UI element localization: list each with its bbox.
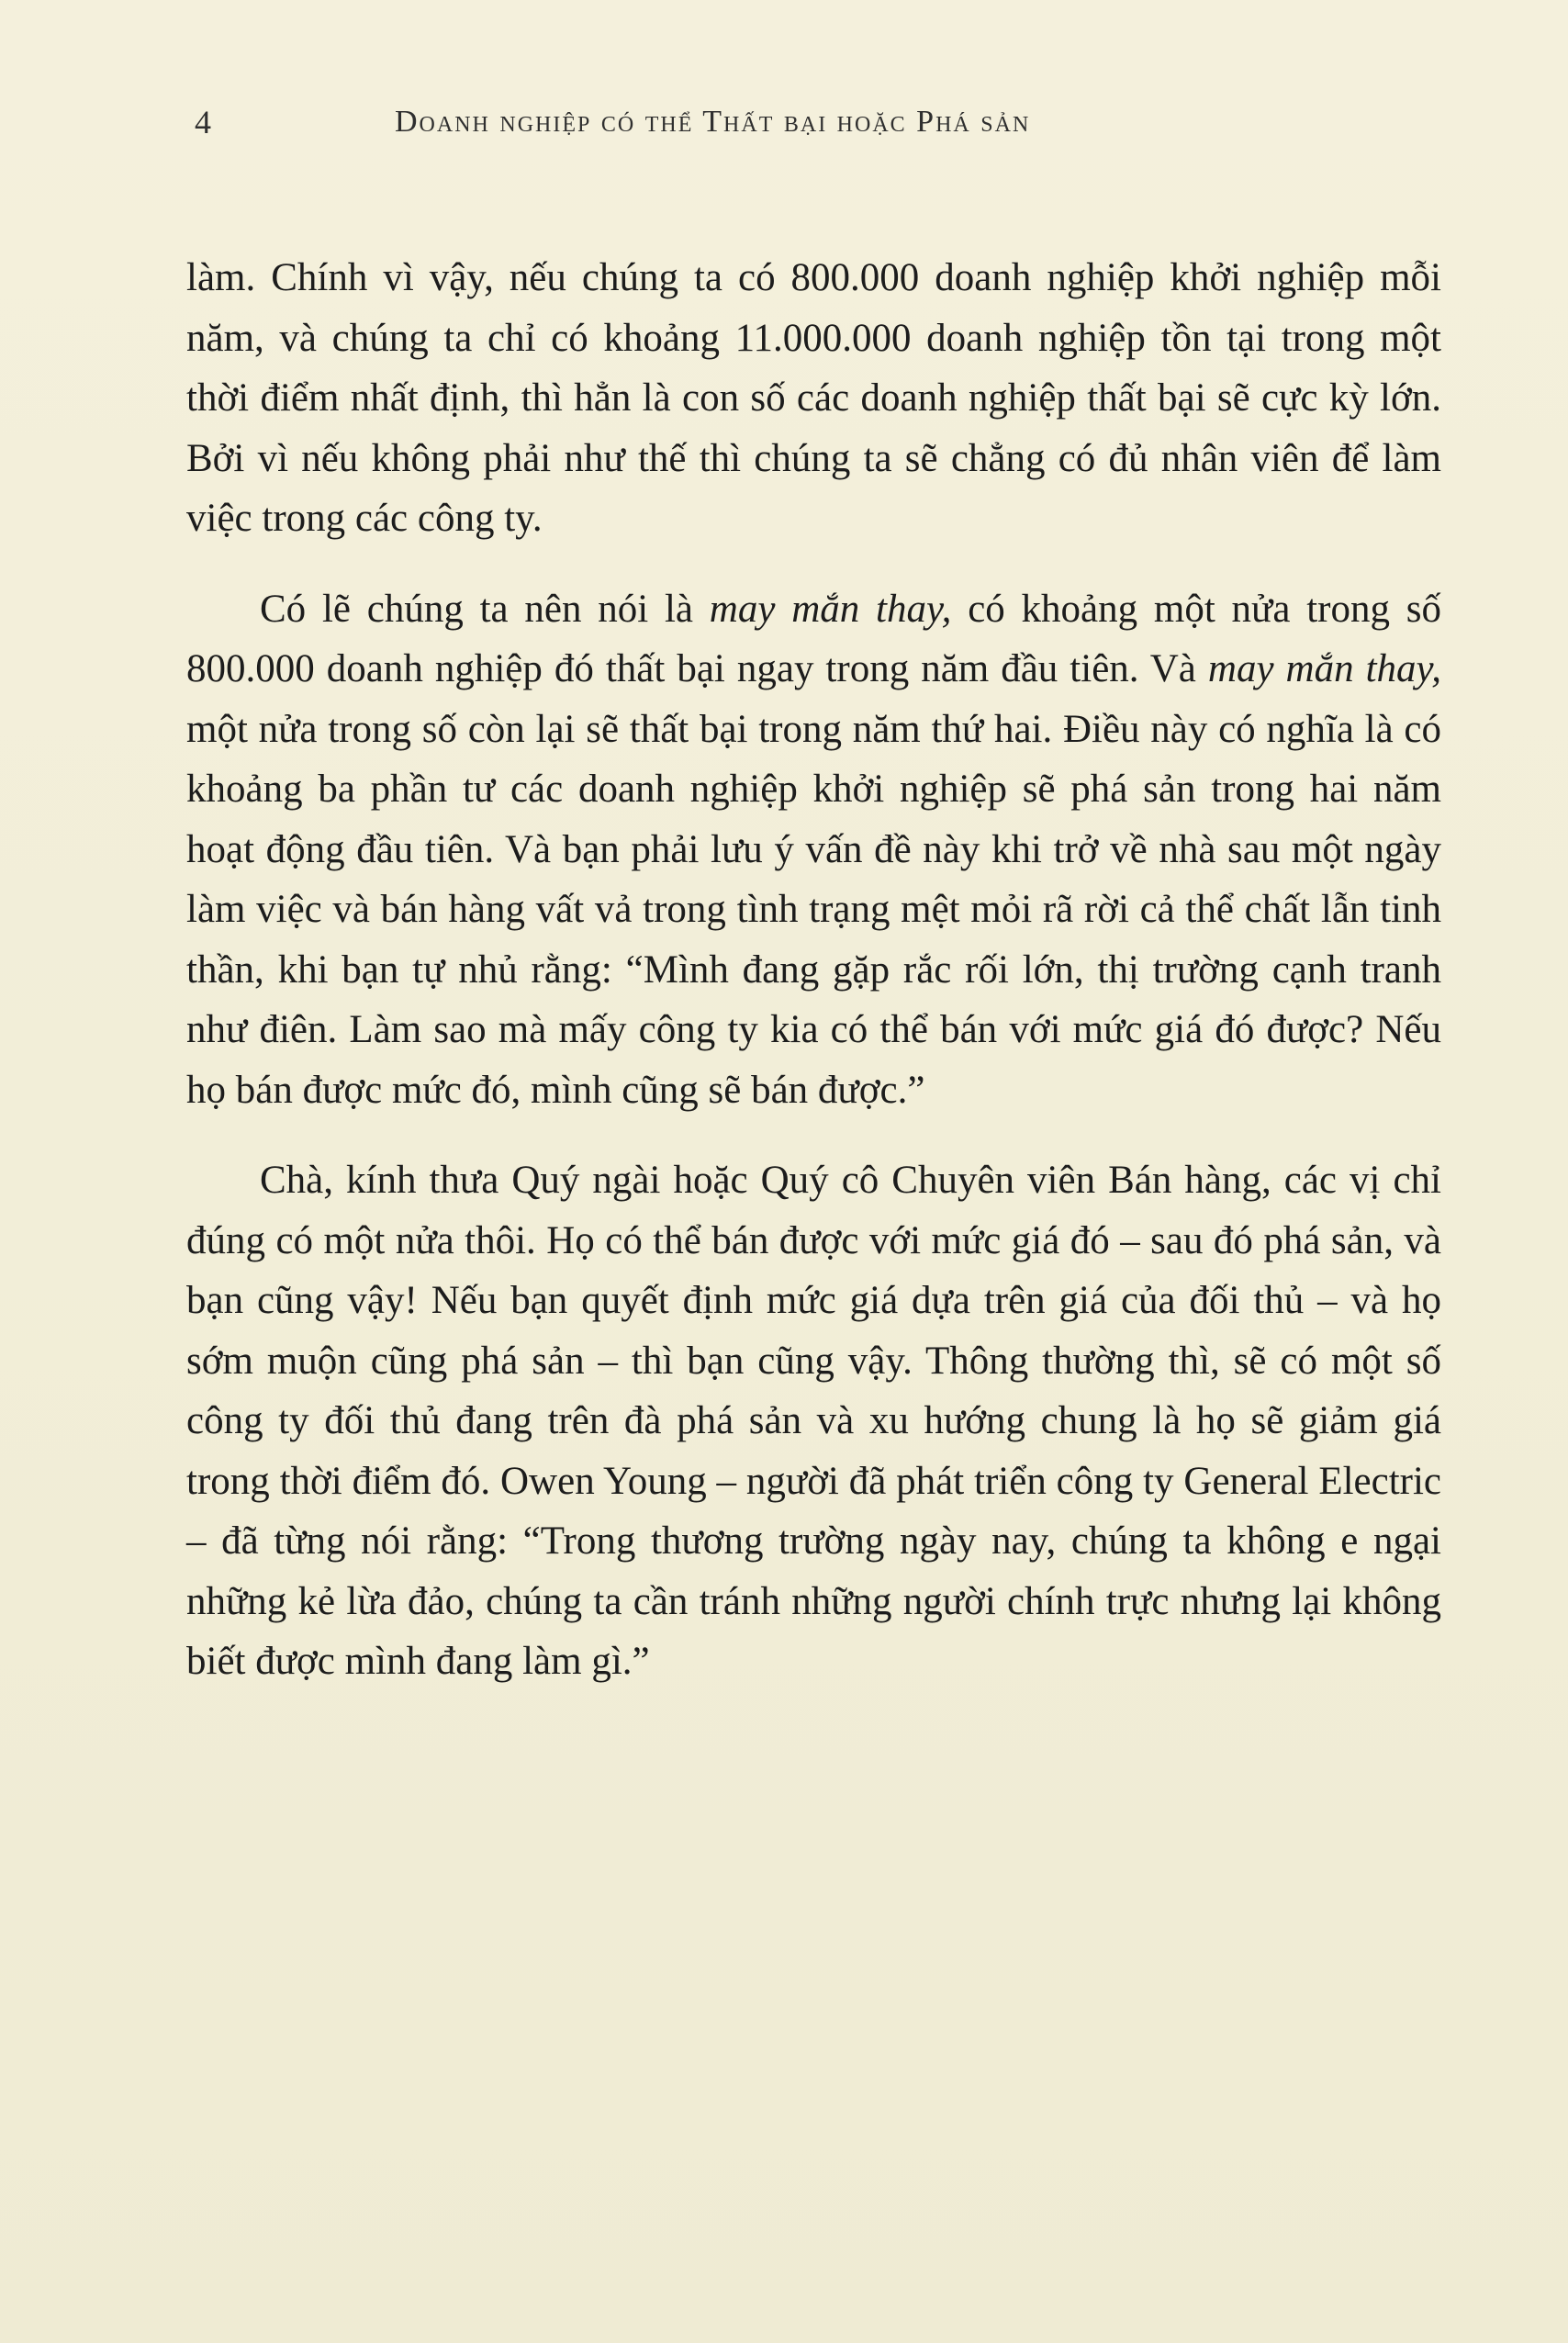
paragraph-2-italic-1: may mắn thay, — [709, 587, 952, 631]
running-head — [195, 103, 1260, 158]
page-number: 4 — [195, 104, 212, 140]
paragraph-2-part-3: một nửa trong số còn lại sẽ thất bại trong năm thứ hai. Điều này có nghĩa là có khoảng ba phần tư các doanh nghiệp khởi nghiệp sẽ phá sản trong hai năm hoạt động đầu tiên. Và bạn phải lưu ý vấn đề này khi trở về nhà sau một ngày làm việc và bán hàng vất vả trong tình trạng mệt mỏi rã rời cả thể chất lẫn tinh thần, khi bạn tự nhủ rằng: “Mình đang gặp rắc rối lớn, thị trường cạnh tranh như điên. Làm sao mà mấy công ty kia có thể bán với mức giá đó được? Nếu họ bán được mức đó, mình cũng sẽ bán được.” — [186, 707, 1441, 1112]
paragraph-3: Chà, kính thưa Quý ngài hoặc Quý cô Chuyên viên Bán hàng, các vị chỉ đúng có một nửa thôi. Họ có thể bán được với mức giá đó – sau đó phá sản, và bạn cũng vậy! Nếu bạn quyết định mức giá dựa trên giá của đối thủ – và họ sớm muộn cũng phá sản – thì bạn cũng vậy. Thông thường thì, sẽ có một số công ty đối thủ đang trên đà phá sản và xu hướng chung là họ sẽ giảm giá trong thời điểm đó. Owen Young – người đã phát triển công ty General Electric – đã từng nói rằng: “Trong thương trường ngày nay, chúng ta không e ngại những kẻ lừa đảo, chúng ta cần tránh những người chính trực nhưng lại không biết được mình đang làm gì.” — [186, 1159, 1441, 1683]
paragraph-2-italic-2: may mắn thay, — [1207, 647, 1441, 690]
paragraph-2-part-2: có khoảng một nửa trong số 800.000 doanh nghiệp đó thất bại ngay trong năm đầu tiên. Và — [186, 587, 1441, 690]
paragraph-1: làm. Chính vì vậy, nếu chúng ta có 800.000 doanh nghiệp khởi nghiệp mỗi năm, và chúng ta chỉ có khoảng 11.000.000 doanh nghiệp tồn tại trong một thời điểm nhất định, thì hẳn là con số các doanh nghiệp thất bại sẽ cực kỳ lớn. Bởi vì nếu không phải như thế thì chúng ta sẽ chẳng có đủ nhân viên để làm việc trong các công ty. — [186, 256, 1441, 540]
paragraph-2-part-1: Có lẽ chúng ta nên nói là — [260, 587, 710, 631]
paragraph-2 — [186, 579, 1441, 1121]
chapter-title: Doanh nghiệp có thể Thất bại hoặc Phá sản — [395, 105, 1031, 139]
body-text — [186, 248, 1441, 1692]
